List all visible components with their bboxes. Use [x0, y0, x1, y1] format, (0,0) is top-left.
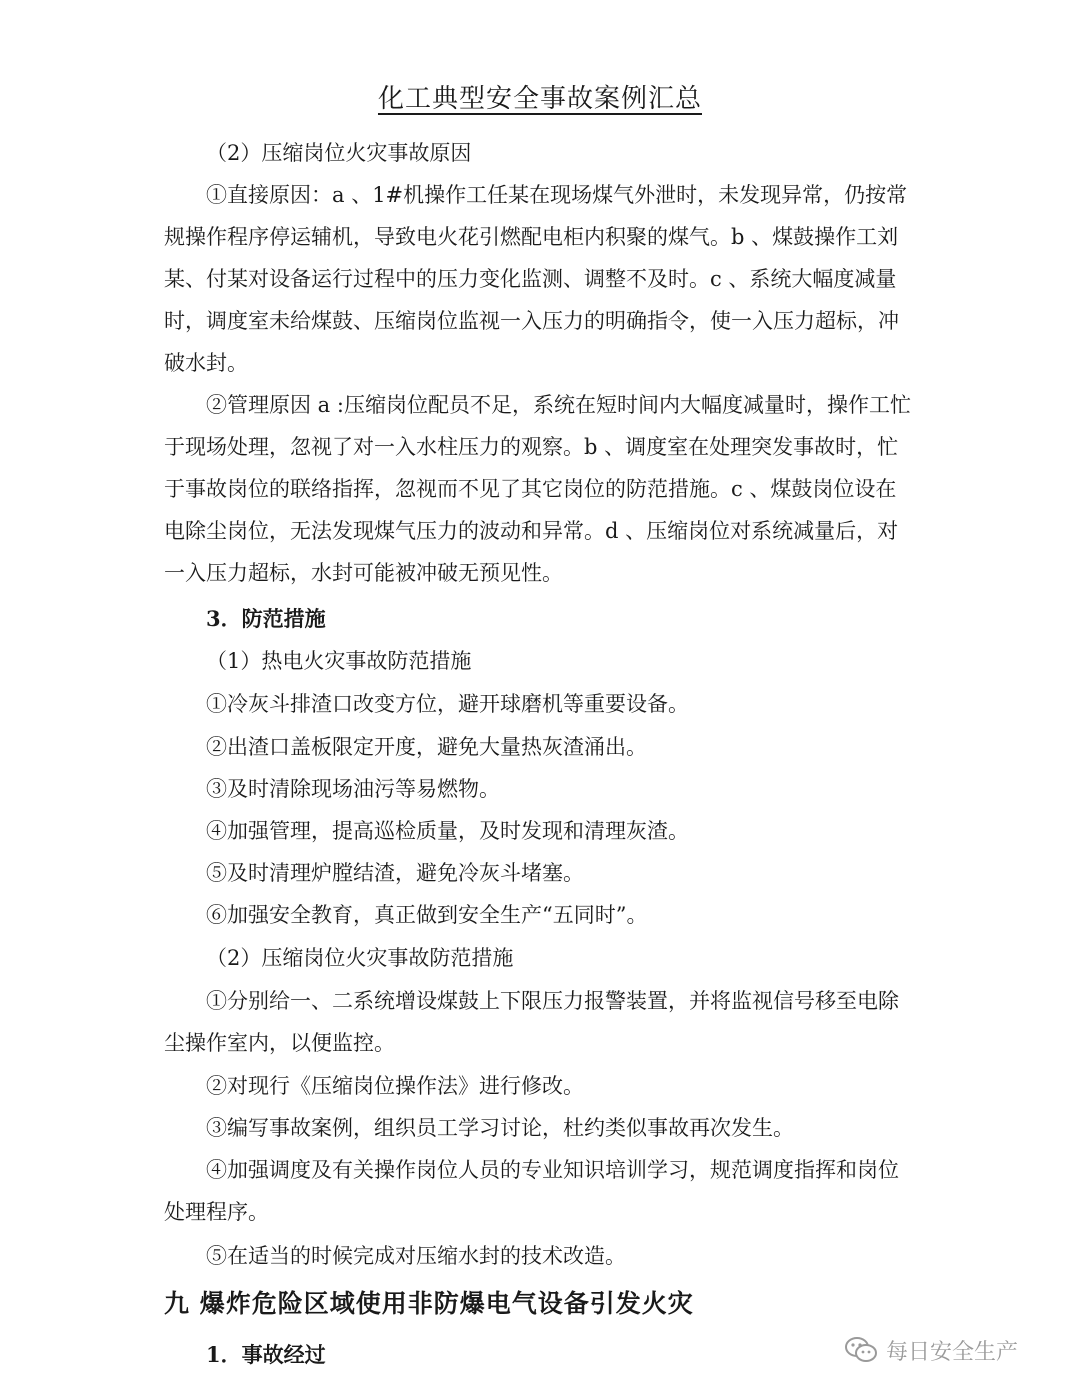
- list-item: ⑤在适当的时候完成对压缩水封的技术改造。: [206, 1244, 626, 1268]
- list-item: ②对现行《压缩岗位操作法》进行修改。: [206, 1074, 584, 1098]
- section-heading-incident: 1．事故经过: [206, 1342, 326, 1367]
- list-item: ⑥加强安全教育，真正做到安全生产“五同时”。: [206, 903, 648, 927]
- wechat-icon: [844, 1336, 878, 1364]
- subheading-compressor-fire-cause: （2）压缩岗位火灾事故原因: [206, 141, 472, 165]
- section-heading-prevention: 3．防范措施: [206, 606, 326, 631]
- paragraph-direct-cause: ①直接原因：a 、1#机操作工任某在现场煤气外泄时，未发现异常，仍按常规操作程序停运辅机，导致电火花引燃配电柜内积聚的煤气。b 、煤鼓操作工刘某、付某对设备运行过程中的压力变化监测、调整不及时。c 、系统大幅度减量时，调度室未给煤鼓、压缩岗位监视一入压力的明确指令，使一入压力超标，冲破水封。: [164, 183, 908, 375]
- chapter-heading: 九 爆炸危险区域使用非防爆电气设备引发火灾: [164, 1289, 694, 1318]
- document-title: 化工典型安全事故案例汇总: [377, 84, 702, 114]
- list-item: ④加强调度及有关操作岗位人员的专业知识培训学习，规范调度指挥和岗位处理程序。: [164, 1158, 899, 1224]
- watermark-text: 每日安全生产: [886, 1339, 1019, 1365]
- subheading-compressor-fire-prevention: （2）压缩岗位火灾事故防范措施: [206, 946, 514, 970]
- subheading-thermal-fire-prevention: （1）热电火灾事故防范措施: [206, 649, 472, 673]
- list-item: ⑤及时清理炉膛结渣，避免冷灰斗堵塞。: [206, 861, 584, 885]
- list-item: ①冷灰斗排渣口改变方位，避开球磨机等重要设备。: [206, 692, 689, 716]
- list-item: ③编写事故案例，组织员工学习讨论，杜约类似事故再次发生。: [206, 1116, 794, 1140]
- list-item: ①分别给一、二系统增设煤鼓上下限压力报警装置，并将监视信号移至电除尘操作室内，以便监控。: [164, 989, 899, 1055]
- list-item: ②出渣口盖板限定开度，避免大量热灰渣涌出。: [206, 735, 647, 759]
- paragraph-management-cause: ②管理原因 a :压缩岗位配员不足，系统在短时间内大幅度减量时，操作工忙于现场处理，忽视了对一入水柱压力的观察。b 、调度室在处理突发事故时，忙于事故岗位的联络指挥，忽视而不见了其它岗位的防范措施。c 、煤鼓岗位设在电除尘岗位，无法发现煤气压力的波动和异常。d 、压缩岗位对系统减量后，对一入压力超标，水封可能被冲破无预见性。: [164, 393, 911, 585]
- list-item: ③及时清除现场油污等易燃物。: [206, 777, 500, 801]
- watermark: [844, 1330, 1018, 1370]
- list-item: ④加强管理，提高巡检质量，及时发现和清理灰渣。: [206, 819, 689, 843]
